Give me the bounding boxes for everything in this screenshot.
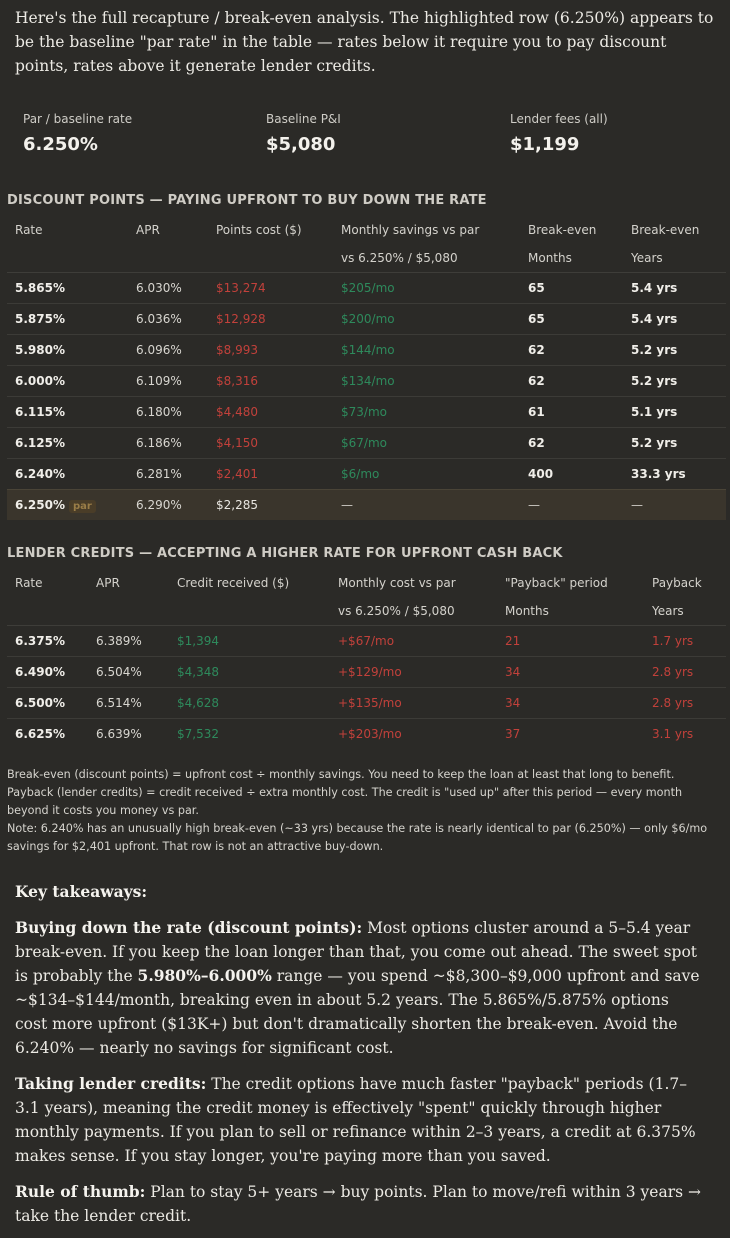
note-break-even: Break-even (discount points) = upfront cost ÷ monthly savings. You need to keep the loan at least that long to benefit. [7,768,675,781]
cell-apr: 6.109% [128,366,208,397]
cell-break-even-months: 61 [520,397,623,428]
cell-break-even-months: 62 [520,335,623,366]
column-header: Monthly savings vs par [341,223,480,237]
cell-rate: 6.625% [7,719,88,750]
stat-value: 6.250% [23,134,98,155]
cell-payback-months: 37 [497,719,644,750]
cell-monthly-savings: $134/mo [333,366,520,397]
cell-rate: 5.865% [7,273,128,304]
table-subheader-row [7,597,726,626]
par-row-highlighted [7,490,726,521]
cell-break-even-years: — [623,490,726,521]
table-row [7,626,726,657]
cell-break-even-years: 5.2 yrs [623,335,726,366]
stat-label: Par / baseline rate [23,112,133,126]
cell-credit-received: $7,532 [169,719,330,750]
cell-apr: 6.639% [88,719,169,750]
stat-lender-fees [510,112,608,155]
note-payback: Payback (lender credits) = credit received ÷ extra monthly cost. The credit is "used up" after this period — every month beyond it costs you money vs par. [7,786,683,817]
takeaway-discount-points [15,916,705,1060]
column-subheader: vs 6.250% / $5,080 [338,604,455,618]
stat-value: $5,080 [266,134,336,155]
column-header: Points cost ($) [216,223,302,237]
cell-rate: 6.125% [7,428,128,459]
credits-section-title: LENDER CREDITS — ACCEPTING A HIGHER RATE FOR UPFRONT CASH BACK [7,546,563,561]
column-header: "Payback" period [505,576,608,590]
stat-label: Lender fees (all) [510,112,608,126]
cell-break-even-months: 65 [520,273,623,304]
cell-monthly-savings: $6/mo [333,459,520,490]
cell-payback-months: 21 [497,626,644,657]
cell-monthly-cost: +$67/mo [330,626,497,657]
table-row [7,366,726,397]
cell-break-even-months: 62 [520,366,623,397]
column-header: APR [136,223,160,237]
table-row [7,304,726,335]
column-subheader [169,597,330,626]
cell-apr: 6.186% [128,428,208,459]
cell-monthly-savings: — [333,490,520,521]
heading-text: Key takeaways: [15,882,148,901]
column-subheader: Years [652,604,684,618]
summary-stats [0,112,730,160]
body-text: Plan to stay 5+ years → buy points. Plan to move/refi within 3 years → take the lender credit. [15,1183,701,1225]
table-row [7,428,726,459]
table-row [7,688,726,719]
cell-rate: 5.875% [7,304,128,335]
discount-points-table [7,216,726,520]
cell-payback-months: 34 [497,657,644,688]
column-header: Rate [15,576,43,590]
lender-credits-table [7,569,726,749]
discount-section-title: DISCOUNT POINTS — PAYING UPFRONT TO BUY DOWN THE RATE [7,193,487,208]
cell-apr: 6.030% [128,273,208,304]
column-header: Break-even [528,223,597,237]
column-header: Rate [15,223,43,237]
body-text: Most options cluster around a 5–5.4 year break-even. If you keep the loan longer than that, you come out ahead. The sweet spot is probably the [15,919,698,985]
par-badge: par [69,500,96,513]
table-row [7,273,726,304]
table-row [7,335,726,366]
body-text: range — you spend ~$8,300–$9,000 upfront and save ~$134–$144/month, breaking even in about 5.2 years. The 5.865%/5.875% options cost more upfront ($13K+) but don't dramatically shorten the break-even. Avoid the 6.240% — nearly no savings for significant cost. [15,967,700,1057]
lead-text: Taking lender credits: [15,1074,207,1093]
cell-points-cost: $4,480 [208,397,333,428]
column-subheader: Years [631,251,663,265]
stat-baseline-pi [266,112,341,155]
lead-text: Rule of thumb: [15,1182,146,1201]
column-subheader [7,597,88,626]
cell-apr: 6.180% [128,397,208,428]
column-subheader [208,244,333,273]
column-header: Credit received ($) [177,576,290,590]
cell-monthly-cost: +$135/mo [330,688,497,719]
column-subheader [7,244,128,273]
column-subheader: Months [505,604,549,618]
cell-break-even-months: 400 [520,459,623,490]
cell-apr: 6.514% [88,688,169,719]
par-rate-value: 6.250% [15,497,65,512]
cell-apr: 6.281% [128,459,208,490]
cell-apr: 6.504% [88,657,169,688]
note-6-240: Note: 6.240% has an unusually high break-even (~33 yrs) because the rate is nearly identical to par (6.250%) — only $6/mo savings for $2,401 upfront. That row is not an attractive buy-down. [7,822,708,853]
cell-rate: 6.000% [7,366,128,397]
cell-payback-years: 2.8 yrs [644,688,726,719]
cell-rate: 6.115% [7,397,128,428]
cell-rate: 6.375% [7,626,88,657]
cell-rate [7,490,128,521]
cell-payback-years: 3.1 yrs [644,719,726,750]
table-notes [7,766,723,856]
cell-apr: 6.389% [88,626,169,657]
table-row [7,397,726,428]
column-header: Monthly cost vs par [338,576,456,590]
cell-break-even-months: — [520,490,623,521]
cell-payback-years: 1.7 yrs [644,626,726,657]
column-subheader [88,597,169,626]
table-subheader-row [7,244,726,273]
table-header-row [7,569,726,597]
stat-par-rate [23,112,132,155]
cell-break-even-months: 65 [520,304,623,335]
cell-rate: 5.980% [7,335,128,366]
cell-points-cost: $4,150 [208,428,333,459]
cell-monthly-cost: +$203/mo [330,719,497,750]
cell-monthly-cost: +$129/mo [330,657,497,688]
column-subheader: Months [528,251,572,265]
body-text: The credit options have much faster "payback" periods (1.7–3.1 years), meaning the credit money is effectively "spent" quickly through higher monthly payments. If you plan to sell or refinance within 2–3 years, a credit at 6.375% makes sense. If you stay longer, you're paying more than you saved. [15,1075,696,1165]
cell-break-even-years: 5.4 yrs [623,304,726,335]
cell-break-even-years: 5.4 yrs [623,273,726,304]
column-subheader: vs 6.250% / $5,080 [341,251,458,265]
column-header: APR [96,576,120,590]
cell-rate: 6.500% [7,688,88,719]
cell-break-even-years: 5.1 yrs [623,397,726,428]
cell-monthly-savings: $67/mo [333,428,520,459]
takeaway-lender-credits [15,1072,705,1168]
column-subheader [128,244,208,273]
cell-monthly-savings: $73/mo [333,397,520,428]
cell-break-even-months: 62 [520,428,623,459]
cell-points-cost: $13,274 [208,273,333,304]
cell-points-cost: $12,928 [208,304,333,335]
intro-paragraph: Here's the full recapture / break-even analysis. The highlighted row (6.250%) appears to be the baseline "par rate" in the table — rates below it require you to pay discount points, rates above it generate lender credits. [15,9,714,75]
cell-monthly-savings: $144/mo [333,335,520,366]
table-row [7,657,726,688]
cell-monthly-savings: $205/mo [333,273,520,304]
cell-points-cost: $8,993 [208,335,333,366]
cell-credit-received: $4,628 [169,688,330,719]
table-row [7,719,726,750]
table-header-row [7,216,726,244]
emphasis-text: 5.980%–6.000% [137,966,272,985]
takeaways-heading [15,880,705,904]
cell-points-cost: $2,285 [208,490,333,521]
stat-value: $1,199 [510,134,580,155]
cell-apr: 6.290% [128,490,208,521]
cell-break-even-years: 5.2 yrs [623,428,726,459]
cell-credit-received: $4,348 [169,657,330,688]
cell-monthly-savings: $200/mo [333,304,520,335]
cell-credit-received: $1,394 [169,626,330,657]
cell-payback-months: 34 [497,688,644,719]
stat-label: Baseline P&I [266,112,341,126]
cell-payback-years: 2.8 yrs [644,657,726,688]
cell-points-cost: $2,401 [208,459,333,490]
cell-break-even-years: 5.2 yrs [623,366,726,397]
table-row [7,459,726,490]
cell-apr: 6.096% [128,335,208,366]
column-header: Break-even [631,223,700,237]
lead-text: Buying down the rate (discount points): [15,918,363,937]
cell-break-even-years: 33.3 yrs [623,459,726,490]
cell-points-cost: $8,316 [208,366,333,397]
cell-rate: 6.490% [7,657,88,688]
column-header: Payback [652,576,702,590]
takeaway-rule-of-thumb [15,1180,705,1228]
cell-rate: 6.240% [7,459,128,490]
cell-apr: 6.036% [128,304,208,335]
